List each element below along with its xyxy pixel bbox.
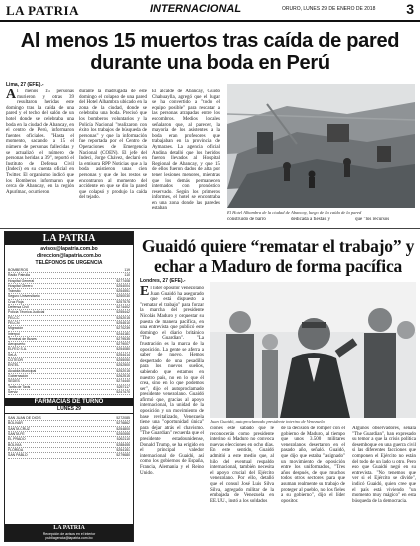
list-item-name: BOLIVIA bbox=[8, 442, 22, 447]
collapsed-building-photo bbox=[227, 84, 415, 208]
article1-column-5: dedicada a fiestas y bbox=[291, 217, 331, 222]
guaido-crowd-photo bbox=[210, 282, 416, 418]
list-item-name: Alcaldía Municipal bbox=[8, 368, 37, 373]
sidebar-footer-text: Recepción de avisos en el interior bbox=[42, 532, 96, 536]
list-item-number: 5270239 bbox=[116, 326, 130, 331]
article1-column-3: El alcalde de Abancay, Guido Chahuaylla, agregó que el lugar se ha convertido a "todo el equipo posible" para rescatar a las personas atrapadas entre los escombros. Medios locales señalaron que, al parecer, la mayoría de los asistentes a la boda eran profesores que trabajaban en la provincia de Aymaraes. La agencia oficial Andina detalló que los heridos fueron llevados al Hospital Regional de Abancay, y que 15 de ellos fueron dados de alta por tener lesiones menores, mientras que los demás permanecen internados con pronóstico reservado. Según los primeros informes, el hotel se encontraba en una zona donde las paredes estaban bbox=[152, 89, 220, 212]
article1-column-1 bbox=[6, 89, 74, 227]
article1-photo-caption: El Hotel Alhambra de la ciudad de Abancay, luego de la caída de la pared bbox=[227, 210, 362, 215]
list-item-name: ENTEL bbox=[8, 363, 20, 368]
list-item-name: SANTA CRUZ bbox=[8, 426, 30, 431]
list-item-name: Hospital General bbox=[8, 278, 35, 283]
article1-column-4: construido de barro bbox=[227, 217, 266, 222]
list-item-number: 5252500 bbox=[116, 363, 130, 368]
article2-col1-text: l líder opositor venezolano Juan Guaidó ha asegurado que está dispuesto a "rematar el trabajo" para forzar la marcha del presidente Nicolás Maduro y orquestar su puesta de manera pacífica, en una entrevista que publicó este domingo el diario británico "The Guardian". "La frustración es la marca de la oposición. La gente se aferra a saber de nuevo. Hemos despertado de una pesadilla para los nuevos sueños, sabiendo que estamos en nuestro país, no en lo que él crea, sino en lo que podemos ser", dijo el autoproclamado presidente venezolano. Guaidó afirmó que, gracias al apoyo internacional, la unidad de la oposición y un movimiento de base revitalizado, Venezuela tiene una "oportunidad única" para dejar atrás el chavismo. "The Guardian" recuerda que el presidente estadounidense, Donald Trump, se ha erigido en el principal valedor internacional de Guaidó, así como los gobiernos de España, Francia, Alemania y el Reino Unido. bbox=[140, 286, 204, 476]
contact-sidebar bbox=[4, 231, 134, 542]
article2-byline: Londres, 27 (EFE).- bbox=[140, 278, 186, 284]
article2-photo bbox=[210, 282, 416, 418]
article2-column-2: ciones este sábado que le reconocerán como presidente interino si Maduro no convoca nuevas elecciones en ocho días. En este sentido, Guaidó admitió a este medio que, al hilo del eventual respaldo internacional, también necesita el apoyo crucial del Ejército venezolano. Por ello, detalló que el consul José Luis Silva Silva, agregado militar de la embajada de Venezuela en EE.UU., instó a los soldados bbox=[210, 426, 274, 504]
article2-column-3: de la decisión de romper con el gobierno de Maduro, al tiempo que unos 3.500 militares venezolanos desertaron en el pasado año, señaló. Guaidó, que dijo que estaba "asignado" un movimiento de oposición entre los uniformados, "Tres años después, de que muchos todos otros sectores para que asuman realmente su trabajo de proteger al pueblo, no los fieles a su gobierno", dijo el líder opositor. bbox=[281, 426, 345, 504]
list-item-name: BOMBEROS bbox=[8, 268, 29, 272]
list-item-number: 5257575 bbox=[116, 299, 130, 304]
list-item-number: 5262515 bbox=[116, 373, 130, 378]
article1-headline: Al menos 15 muertos tras caída de pared durante una boda en Perú bbox=[20, 30, 400, 74]
list-item-number: 5274440 bbox=[116, 379, 130, 384]
article1-dropcap: A bbox=[6, 89, 17, 102]
page-header bbox=[0, 0, 420, 22]
list-item-number: 5254151 bbox=[116, 447, 130, 452]
article2-column-4: Algunos observadores, señala "The Guardian", han expresado su temor a que la crisis política desemboque en una guerra civil si las diferentes facciones que componen el Ejército no están del todo de un lado u otro. Pero eso que Guaidó negó en su entrevista. "No tenemos que ver si el Ejército se divide", indicó Guaidó, quien cree que el país está viviendo "un momento muy mágico" en esta búsqueda de la democracia. bbox=[352, 426, 416, 504]
list-item-name: ELFEO S.A. bbox=[8, 347, 28, 352]
list-item-name: FLORIDA bbox=[8, 447, 24, 452]
list-item-name: SEDES bbox=[8, 379, 20, 384]
list-item-number: 5250030 bbox=[116, 294, 130, 299]
list-item-name: SANTA FE bbox=[8, 432, 25, 437]
list-item-number: 5255442 bbox=[116, 310, 130, 315]
list-item-name: Tarifa de Taxis bbox=[8, 384, 31, 389]
section-divider bbox=[0, 228, 420, 229]
list-item-name: SAN PABLO bbox=[8, 453, 28, 458]
list-item-number: 5247470 bbox=[116, 389, 130, 394]
list-item-name: Hospital Obrero bbox=[8, 283, 33, 288]
list-item-name: Seguro Universitario bbox=[8, 294, 40, 299]
list-item-number: 110 bbox=[124, 273, 130, 278]
list-item-name: Radio Patrulla bbox=[8, 273, 30, 278]
list-item-number: 5255050 bbox=[116, 358, 130, 363]
list-item-name: Interpol bbox=[8, 331, 20, 336]
list-item-number: 5254800 bbox=[116, 426, 130, 431]
page-number: 3 bbox=[406, 1, 414, 17]
list-item-name: BOLIVAR bbox=[8, 421, 23, 426]
list-item-number: 5254414 bbox=[116, 352, 130, 357]
list-item-number: 5250555 bbox=[116, 432, 130, 437]
article2-photo-caption: Juan Guaidó, autoproclamado presidente interino de Venezuela bbox=[210, 419, 325, 424]
list-item-number: 119 bbox=[124, 268, 130, 272]
list-item-name: EL PRADO bbox=[8, 437, 26, 442]
article2-column-1 bbox=[140, 286, 204, 540]
list-item-number: 5279007 bbox=[116, 342, 130, 347]
list-item-name: Aeropuerto bbox=[8, 342, 26, 347]
newspaper-masthead: LA PATRIA bbox=[6, 3, 79, 18]
list-item-name: SeLA bbox=[8, 352, 17, 357]
list-item-name: SAN JUAN DE DIOS bbox=[8, 416, 41, 421]
list-item-number: 5257117 bbox=[116, 384, 130, 389]
sidebar-footer bbox=[5, 524, 133, 541]
list-item-number: 5279535 bbox=[116, 336, 130, 341]
list-item-number: 5254080 bbox=[116, 347, 130, 352]
pharmacies-title: FARMACIAS DE TURNO bbox=[5, 398, 133, 406]
article1-byline: Lima, 27 (EFE).- bbox=[6, 82, 44, 88]
sidebar-email-ads: avisos@lapatria.com.bo bbox=[40, 246, 98, 252]
article1-column-2: durante la madrugada de este domingo el colapso de una pared del Hotel Alhambra ubicado en la zona de la ciudad, donde se celebraba una boda. Precisó que los bomberos voluntarios y la Policía Nacional "realizaron con éxito los trabajos de búsqueda de personas" y que la información fue reportada por el Centro de Operaciones de Emergencia Nacional (COEN). El jefe del Indeci, Jorge Chávez, declaró en la emisora RPP Noticias que a la boda asistieron unas cien personas y que de los restos se encontraron al momento del accidente en que se dio la pared que colapsó y produjo la caída del tejado. bbox=[79, 89, 147, 201]
list-item-name: FELCC bbox=[8, 315, 20, 320]
urgency-phones-list bbox=[8, 268, 130, 395]
article1-column-6: que "los recursos bbox=[355, 217, 390, 222]
list-item-number: 5288455 bbox=[116, 442, 130, 447]
pharmacies-day: LUNES 29 bbox=[5, 406, 133, 414]
list-item-number: 5279680 bbox=[116, 453, 130, 458]
list-item-number: 5277408 bbox=[116, 278, 130, 283]
list-item-name: Serviz bbox=[8, 389, 18, 394]
list-item-number: 5254551 bbox=[116, 289, 130, 294]
dateline: ORURO, LUNES 29 DE ENERO DE 2018 bbox=[282, 6, 376, 12]
sidebar-footer-email: publiagencia@lapatria.com.bo bbox=[45, 536, 93, 540]
pharmacies-list bbox=[8, 416, 130, 458]
list-item-number: 5252015 bbox=[116, 315, 130, 320]
list-item-number: 5272085 bbox=[116, 416, 130, 421]
list-item-name: Migración bbox=[8, 326, 24, 331]
list-item-name: FELCN bbox=[8, 320, 20, 325]
article2-headline: Guaidó quiere “rematar el trabajo” y echar a Maduro de forma pacífica bbox=[141, 236, 415, 276]
section-title: INTERNACIONAL bbox=[150, 3, 242, 15]
list-item-name: Gobernación bbox=[8, 373, 29, 378]
list-item-number: 5254510 bbox=[116, 320, 130, 325]
list-item-number: 5262110 bbox=[116, 437, 130, 442]
sidebar-title: LA PATRIA bbox=[5, 232, 133, 245]
urgency-phones-title: TELÉFONOS DE URGENCIA bbox=[35, 260, 103, 266]
list-item-name: COTEOR bbox=[8, 358, 23, 363]
article1-col1-text: l menos 15 personas murieron y otras 39 resultaron heridas este domingo tras la caída de una pared y el techo del salón de un hotel donde se celebraba una boda en la ciudad de Abancay, en el centro de Perú, informaron fuentes oficiales. "Hasta el momento, sacando a 15 el número de personas fallecidas y se actualizó el número de personas heridas a 39", reportó el Instituto de Defensa Civil (Indeci) en su cuenta oficial en Twitter. El organismo indicó que los Bomberos informaron que cerca de Abancay, en la región Apurímac, ocurrieron bbox=[6, 89, 74, 195]
list-item-number: 5254004 bbox=[116, 283, 130, 288]
list-item-name: Policía Técnica Judicial bbox=[8, 310, 45, 315]
sidebar-footer-title: LA PATRIA bbox=[53, 525, 85, 531]
list-item-name: Tránsito bbox=[8, 289, 21, 294]
list-item-number: 5274402 bbox=[116, 305, 130, 310]
list-item-name: Defensa Civil bbox=[8, 305, 29, 310]
list-item bbox=[8, 453, 130, 458]
article1-photo bbox=[227, 84, 415, 208]
list-item-number: 5252015 bbox=[116, 368, 130, 373]
list-item-name: Cruz Roja bbox=[8, 299, 24, 304]
list-item-number: 5244181 bbox=[116, 331, 130, 336]
sidebar-email-direction: direccion@lapatria.com.bo bbox=[36, 253, 102, 259]
article2-dropcap: E bbox=[140, 286, 150, 299]
list-item-name: Terminal de Buses bbox=[8, 336, 37, 341]
list-item-number: 5276862 bbox=[116, 421, 130, 426]
list-item bbox=[8, 390, 130, 395]
